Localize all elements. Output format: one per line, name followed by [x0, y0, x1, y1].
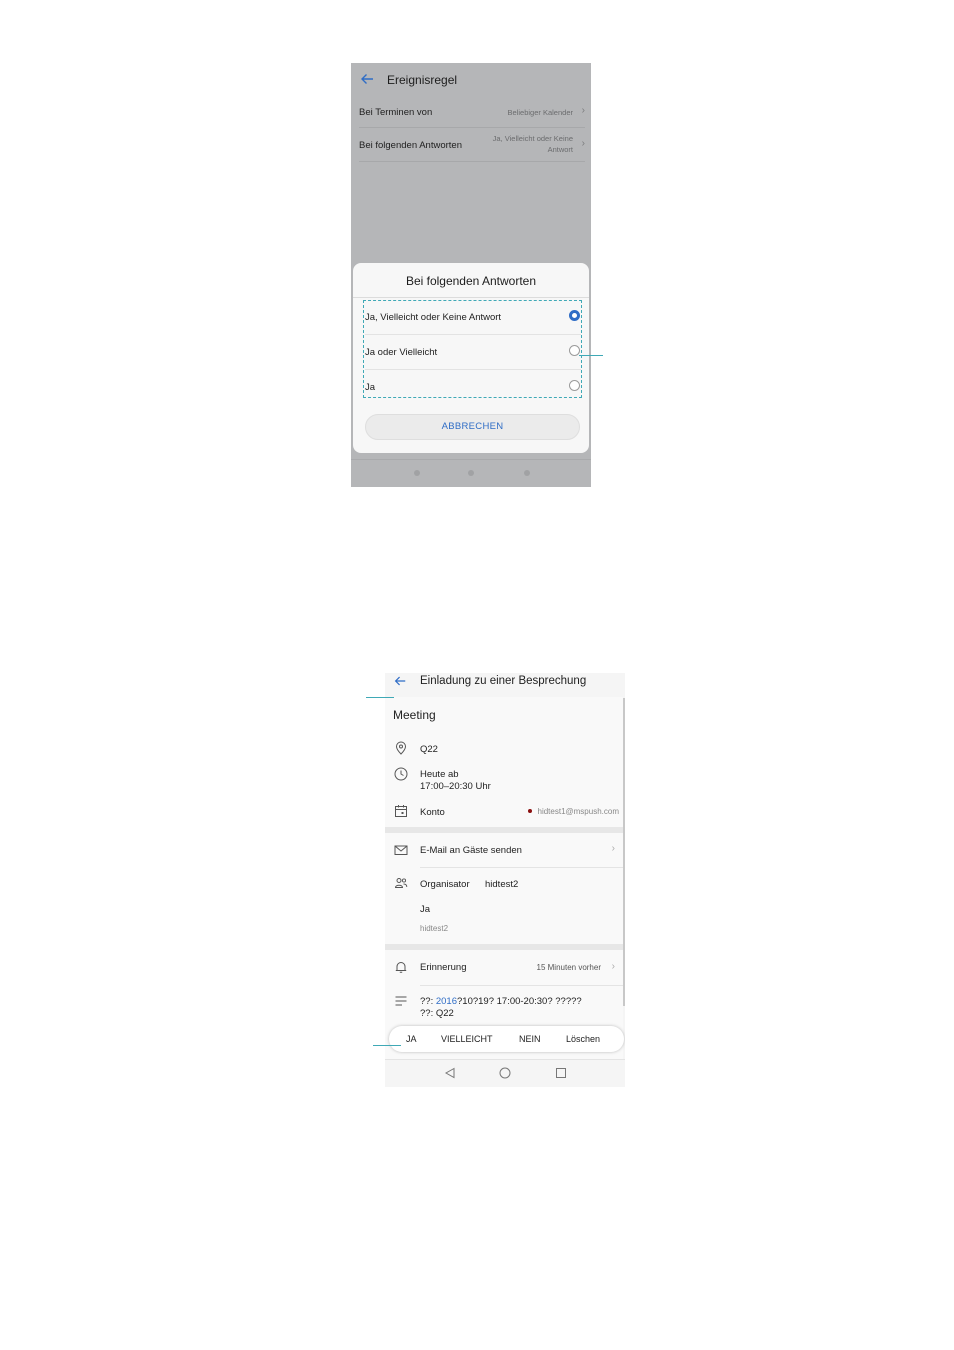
row-responses-value-line2: Antwort	[547, 145, 573, 154]
divider	[420, 867, 623, 868]
response-status: Ja	[420, 904, 431, 915]
response-action-bar	[389, 1026, 624, 1052]
location-pin-icon	[394, 741, 408, 755]
maybe-button[interactable]: VIELLEICHT	[441, 1034, 493, 1044]
event-time-line1: Heute ab	[420, 769, 459, 780]
nav-recents-square-icon[interactable]	[555, 1067, 567, 1079]
page-title: Einladung zu einer Besprechung	[420, 675, 587, 687]
option-label: Ja, Vielleicht oder Keine Antwort	[365, 312, 502, 323]
nav-home-icon[interactable]	[468, 470, 474, 476]
delete-button[interactable]: Löschen	[566, 1034, 601, 1044]
organizer-label: Organisator	[420, 879, 470, 890]
nav-bar	[385, 1059, 625, 1087]
description-prefix: ??:	[420, 996, 436, 1007]
account-email: hidtest1@mspush.com	[537, 807, 619, 816]
description-icon	[394, 994, 408, 1008]
meeting-invite-screen	[385, 673, 625, 1087]
calendar-icon	[394, 804, 408, 818]
row-responses-value-line1: Ja, Vielleicht oder Keine	[492, 134, 573, 143]
clock-icon	[394, 767, 408, 781]
chevron-right-icon: ›	[581, 138, 585, 149]
header	[385, 673, 625, 697]
event-description	[420, 996, 582, 1020]
event-location: Q22	[420, 744, 438, 755]
event-time	[420, 769, 491, 793]
divider	[353, 297, 589, 298]
email-guests-row[interactable]	[385, 833, 623, 867]
reminder-value: 15 Minuten vorher	[536, 963, 601, 972]
nav-back-icon[interactable]	[414, 470, 420, 476]
event-title: Meeting	[393, 708, 436, 722]
chevron-right-icon: ›	[581, 105, 585, 116]
nav-home-circle-icon[interactable]	[499, 1067, 511, 1079]
row-calendar-value: Beliebiger Kalender	[507, 108, 573, 117]
row-calendar[interactable]	[359, 97, 585, 128]
arrow-left-icon[interactable]	[393, 674, 407, 688]
reminder-row[interactable]	[385, 953, 623, 983]
callout-line	[366, 697, 394, 698]
row-responses[interactable]	[359, 127, 585, 162]
event-time-line2: 17:00–20:30 Uhr	[420, 781, 491, 792]
callout-line	[373, 1045, 401, 1046]
organizer-value: hidtest2	[485, 879, 519, 890]
chevron-right-icon: ›	[611, 961, 615, 972]
highlight-frame	[363, 300, 582, 398]
description-line2: ??: Q22	[420, 1008, 454, 1019]
cancel-button[interactable]: ABBRECHEN	[365, 414, 580, 440]
description-rest: ?10?19? 17:00-20:30? ?????	[457, 996, 582, 1007]
callout-line	[579, 355, 603, 356]
email-guests-label: E-Mail an Gäste senden	[420, 845, 522, 856]
nav-back-triangle-icon[interactable]	[444, 1067, 456, 1079]
option-label: Ja	[365, 382, 376, 393]
description-year-link[interactable]: 2016	[435, 996, 457, 1007]
nav-bar	[351, 459, 591, 487]
people-icon	[394, 876, 408, 890]
page-title: Ereignisregel	[387, 73, 458, 87]
account-color-dot	[528, 809, 532, 813]
reminder-label: Erinnerung	[420, 962, 467, 973]
response-user: hidtest2	[420, 924, 449, 933]
bell-icon	[394, 960, 408, 974]
arrow-left-icon[interactable]	[359, 71, 375, 87]
no-button[interactable]: NEIN	[519, 1034, 541, 1044]
row-responses-label: Bei folgenden Antworten	[359, 140, 462, 151]
scrollbar[interactable]	[623, 698, 625, 1006]
row-responses-value	[493, 133, 573, 155]
nav-recents-icon[interactable]	[524, 470, 530, 476]
account-label: Konto	[420, 807, 445, 818]
yes-button[interactable]: JA	[406, 1034, 417, 1044]
row-calendar-label: Bei Terminen von	[359, 107, 433, 118]
mail-icon	[394, 843, 408, 857]
responses-dialog	[353, 263, 589, 453]
divider	[420, 985, 623, 986]
dialog-title: Bei folgenden Antworten	[405, 274, 537, 288]
event-rule-screen	[351, 63, 591, 487]
chevron-right-icon: ›	[611, 843, 615, 854]
option-label: Ja oder Vielleicht	[365, 347, 438, 358]
header	[351, 63, 591, 97]
account-value	[528, 807, 620, 816]
